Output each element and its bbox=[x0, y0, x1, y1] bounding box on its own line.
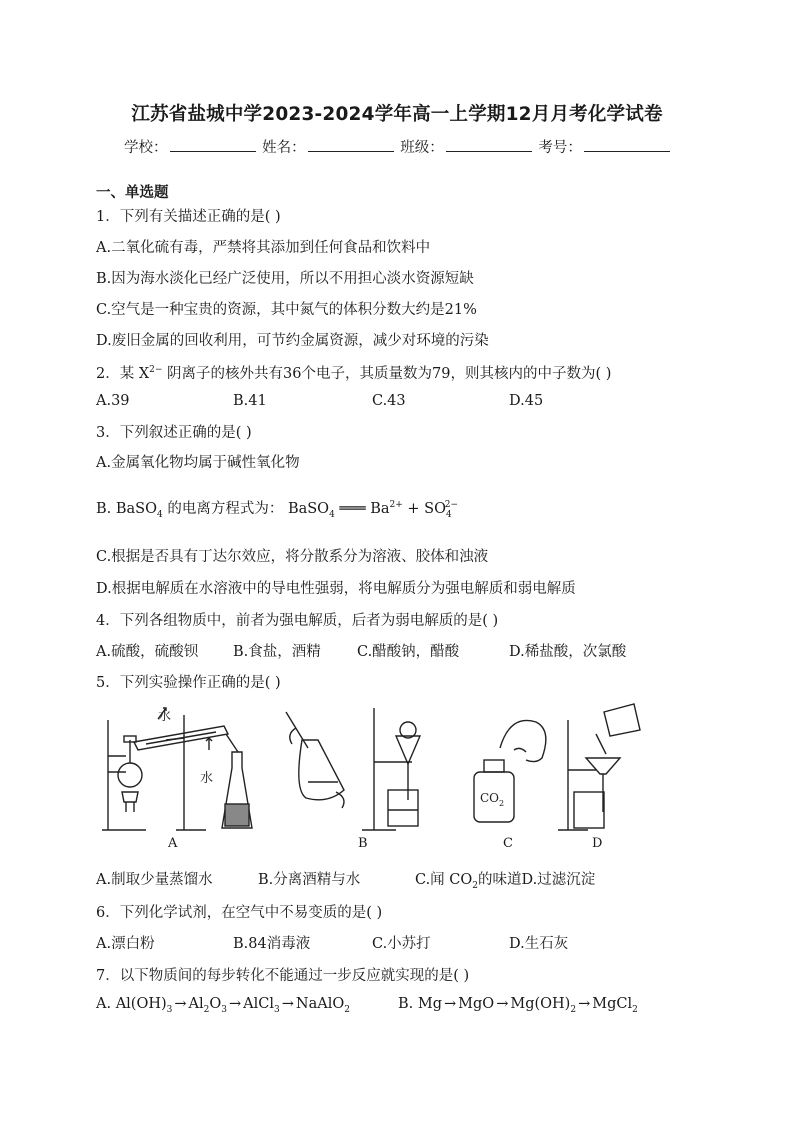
class-blank[interactable] bbox=[446, 136, 532, 152]
q7b-t1: MgO bbox=[458, 996, 495, 1012]
exam-number-blank[interactable] bbox=[584, 136, 670, 152]
q6-option-c: C.小苏打 bbox=[372, 936, 431, 952]
q4-option-c: C.醋酸钠，醋酸 bbox=[357, 644, 460, 660]
q4-option-a: A.硫酸，硫酸钡 bbox=[96, 644, 199, 660]
q5-option-b: B.分离酒精与水 bbox=[258, 872, 361, 888]
q3-b-sup2: 2− bbox=[444, 500, 459, 511]
q5-stem: 5．下列实验操作正确的是( ) bbox=[96, 675, 281, 691]
q2-option-c: C.43 bbox=[372, 393, 406, 409]
q7b-s5: 2 bbox=[632, 1004, 638, 1015]
co2-bottle-text: CO bbox=[480, 791, 500, 805]
q2-stem-suffix: 阴离子的核外共有36个电子，其质量数为79，则其核内的中子数为( ) bbox=[162, 366, 612, 382]
q3-stem: 3．下列叙述正确的是( ) bbox=[96, 425, 252, 441]
q2-stem-sup: 2− bbox=[149, 365, 163, 376]
name-blank[interactable] bbox=[308, 136, 394, 152]
class-label: 班级： bbox=[400, 140, 444, 156]
apparatus-drawing bbox=[96, 700, 656, 860]
q5-apparatus-figure bbox=[96, 700, 656, 860]
q7a-t0: A. Al(OH) bbox=[96, 996, 167, 1012]
q3-option-a: A.金属氧化物均属于碱性氧化物 bbox=[96, 455, 300, 471]
q7a-t2: Al bbox=[188, 996, 204, 1012]
q6-stem: 6．下列化学试剂，在空气中不易变质的是( ) bbox=[96, 905, 383, 921]
water-label-bottom: 水 bbox=[200, 771, 214, 786]
q5-c-suffix: 的味道 bbox=[478, 872, 522, 888]
co2-bottle-sub: 2 bbox=[499, 799, 505, 808]
q7b-s3: 2 bbox=[570, 1004, 577, 1015]
q7b-t4: MgCl bbox=[592, 996, 633, 1012]
page-title: 江苏省盐城中学2023-2024学年高一上学期12月月考化学试卷 bbox=[131, 104, 663, 125]
smelling-co2 bbox=[474, 720, 546, 822]
figure-label-a: A bbox=[168, 836, 178, 851]
arrow-icon: → bbox=[444, 996, 457, 1012]
q4-option-d: D.稀盐酸，次氯酸 bbox=[509, 644, 627, 660]
q7a-t6: AlCl bbox=[243, 996, 275, 1012]
q6-option-a: A.漂白粉 bbox=[96, 936, 155, 952]
co2-bottle-label bbox=[480, 791, 504, 808]
q7b-t2: Mg(OH) bbox=[510, 996, 571, 1012]
figure-label-c: C bbox=[503, 836, 513, 851]
q7a-t4: O bbox=[209, 996, 222, 1012]
water-label-top: 水 bbox=[158, 709, 172, 724]
school-label: 学校： bbox=[124, 140, 168, 156]
q1-option-d: D.废旧金属的回收利用，可节约金属资源，减少对环境的污染 bbox=[96, 333, 489, 349]
figure-label-d: D bbox=[592, 836, 603, 851]
q1-option-c: C.空气是一种宝贵的资源，其中氮气的体积分数大约是21% bbox=[96, 302, 477, 318]
hatched-block bbox=[225, 804, 249, 826]
q1-option-b: B.因为海水淡化已经广泛使用，所以不用担心淡水资源短缺 bbox=[96, 271, 474, 287]
q2-option-a: A.39 bbox=[96, 393, 130, 409]
arrow-icon: → bbox=[174, 996, 187, 1012]
q6-option-d: D.生石灰 bbox=[509, 936, 569, 952]
filtration-setup bbox=[558, 704, 640, 830]
separation-on-stand bbox=[362, 708, 420, 830]
q2-option-b: B.41 bbox=[233, 393, 267, 409]
q3-b-sub-2: 4 bbox=[329, 509, 335, 520]
q2-stem bbox=[96, 362, 611, 383]
school-blank[interactable] bbox=[170, 136, 256, 152]
q1-option-a: A.二氧化硫有毒，严禁将其添加到任何食品和饮料中 bbox=[96, 240, 431, 256]
q3-b-plus: + SO bbox=[402, 501, 447, 517]
q3-option-c: C.根据是否具有丁达尔效应，将分散系分为溶液、胶体和浊液 bbox=[96, 549, 489, 565]
arrow-icon: → bbox=[578, 996, 591, 1012]
exam-number-label: 考号： bbox=[538, 140, 582, 156]
q3-b-sub3: 4 bbox=[446, 509, 452, 520]
q7a-s3: 2 bbox=[203, 1004, 210, 1015]
q3-b-sub: 4 bbox=[157, 509, 163, 520]
q5-option-d: D.过滤沉淀 bbox=[521, 872, 596, 888]
section-title: 一、单选题 bbox=[96, 185, 169, 201]
q5-option-a: A.制取少量蒸馏水 bbox=[96, 872, 213, 888]
arrow-icon: → bbox=[281, 996, 294, 1012]
q3-b-prefix: B. BaSO bbox=[96, 501, 157, 517]
q4-stem: 4．下列各组物质中，前者为强电解质，后者为弱电解质的是( ) bbox=[96, 613, 499, 629]
q7a-t8: NaAlO bbox=[295, 996, 345, 1012]
q7a-s5: 3 bbox=[221, 1004, 228, 1015]
figure-label-b: B bbox=[358, 836, 368, 851]
q5-c-sub: 2 bbox=[472, 880, 479, 891]
q5-c-prefix: C.闻 CO bbox=[415, 872, 473, 888]
q2-option-d: D.45 bbox=[509, 393, 544, 409]
q7a-s7: 3 bbox=[274, 1004, 280, 1015]
q3-b-sup1: 2+ bbox=[389, 500, 403, 511]
q3-option-b bbox=[96, 497, 458, 520]
q6-option-b: B.84消毒液 bbox=[233, 936, 311, 952]
q3-b-eq: ═══ Ba bbox=[334, 501, 390, 517]
q7-option-a bbox=[96, 996, 350, 1015]
separatory-funnel bbox=[286, 712, 344, 808]
q3-b-mid: 的电离方程式为： BaSO bbox=[162, 501, 330, 517]
arrow-icon: → bbox=[229, 996, 242, 1012]
q3-option-d: D.根据电解质在水溶液中的导电性强弱，将电解质分为强电解质和弱电解质 bbox=[96, 581, 576, 597]
q1-stem: 1．下列有关描述正确的是( ) bbox=[96, 209, 281, 225]
q5-option-c bbox=[415, 868, 595, 891]
q7-stem: 7．以下物质间的每步转化不能通过一步反应就实现的是( ) bbox=[96, 968, 470, 984]
arrow-icon: → bbox=[496, 996, 509, 1012]
q4-option-b: B.食盐，酒精 bbox=[233, 644, 321, 660]
q2-stem-prefix: 2．某 X bbox=[96, 366, 150, 382]
q7-option-b bbox=[398, 996, 638, 1015]
student-info-line bbox=[124, 136, 672, 157]
name-label: 姓名： bbox=[262, 140, 306, 156]
q7a-s9: 2 bbox=[344, 1004, 350, 1015]
q7b-t0: B. Mg bbox=[398, 996, 443, 1012]
q7a-s1: 3 bbox=[166, 1004, 173, 1015]
